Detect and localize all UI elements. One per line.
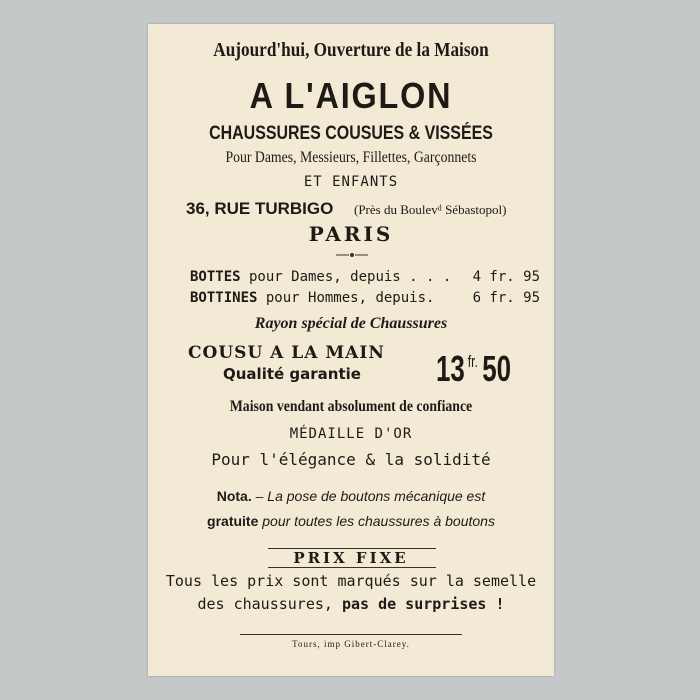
- shoe-types: CHAUSSURES COUSUES & VISSÉES: [209, 123, 493, 144]
- price-value: 6 fr. 95: [472, 290, 540, 306]
- gold-medal: MÉDAILLE D'OR: [289, 426, 413, 442]
- street-address: 36, RUE TURBIGO: [186, 199, 334, 218]
- price-value: 4 fr. 95: [472, 269, 540, 285]
- special-department: Rayon spécial de Chaussures: [254, 315, 448, 332]
- prices-marked-line: Tous les prix sont marqués sur la semelle: [165, 572, 537, 590]
- quality-guarantee: Qualité garantie: [223, 365, 361, 383]
- price-row-bottes: [190, 269, 540, 285]
- ornament-divider-icon: [336, 252, 368, 258]
- price-item: BOTTINES: [190, 290, 258, 306]
- trade-card: [148, 24, 554, 676]
- featured-price: [436, 348, 511, 390]
- shop-name: A L'AIGLON: [249, 75, 453, 116]
- no-surprises: pas de surprises !: [341, 595, 505, 613]
- price-whole: 13: [436, 348, 465, 389]
- price-desc: pour Hommes, depuis.: [257, 290, 435, 306]
- bottom-divider: [240, 634, 462, 635]
- nota-line-2: [148, 514, 554, 528]
- nota-line-1: [148, 489, 554, 503]
- opening-announcement: Aujourd'hui, Ouverture de la Maison: [213, 39, 489, 61]
- customer-groups: Pour Dames, Messieurs, Fillettes, Garçonnets: [225, 149, 477, 166]
- marked-line-2a: des chaussures,: [197, 595, 342, 613]
- nota-free: gratuite: [207, 513, 259, 529]
- trust-statement: Maison vendant absolument de confiance: [229, 398, 473, 415]
- handsewn-heading: COUSU A LA MAIN: [188, 343, 385, 363]
- nota-label: Nota.: [216, 488, 252, 504]
- city-name: PARIS: [308, 222, 394, 246]
- price-row-bottines: [190, 290, 540, 306]
- nota-text-2: pour toutes les chaussures à boutons: [258, 513, 495, 529]
- address-note: (Près du Boulevᵈ Sébastopol): [354, 202, 507, 217]
- nota-text: – La pose de boutons mécanique est: [251, 488, 486, 504]
- printer-credit: Tours, imp Gibert-Clarey.: [292, 639, 410, 649]
- price-unit: fr.: [467, 352, 478, 371]
- price-cents: 50: [482, 348, 512, 389]
- price-desc: pour Dames, depuis . . .: [240, 269, 452, 285]
- children-line: ET ENFANTS: [303, 174, 399, 190]
- elegance-line: Pour l'élégance & la solidité: [211, 450, 491, 469]
- price-item: BOTTES: [190, 269, 241, 285]
- no-surprises-line: [148, 597, 554, 612]
- fixed-price-heading: PRIX FIXE: [293, 549, 409, 567]
